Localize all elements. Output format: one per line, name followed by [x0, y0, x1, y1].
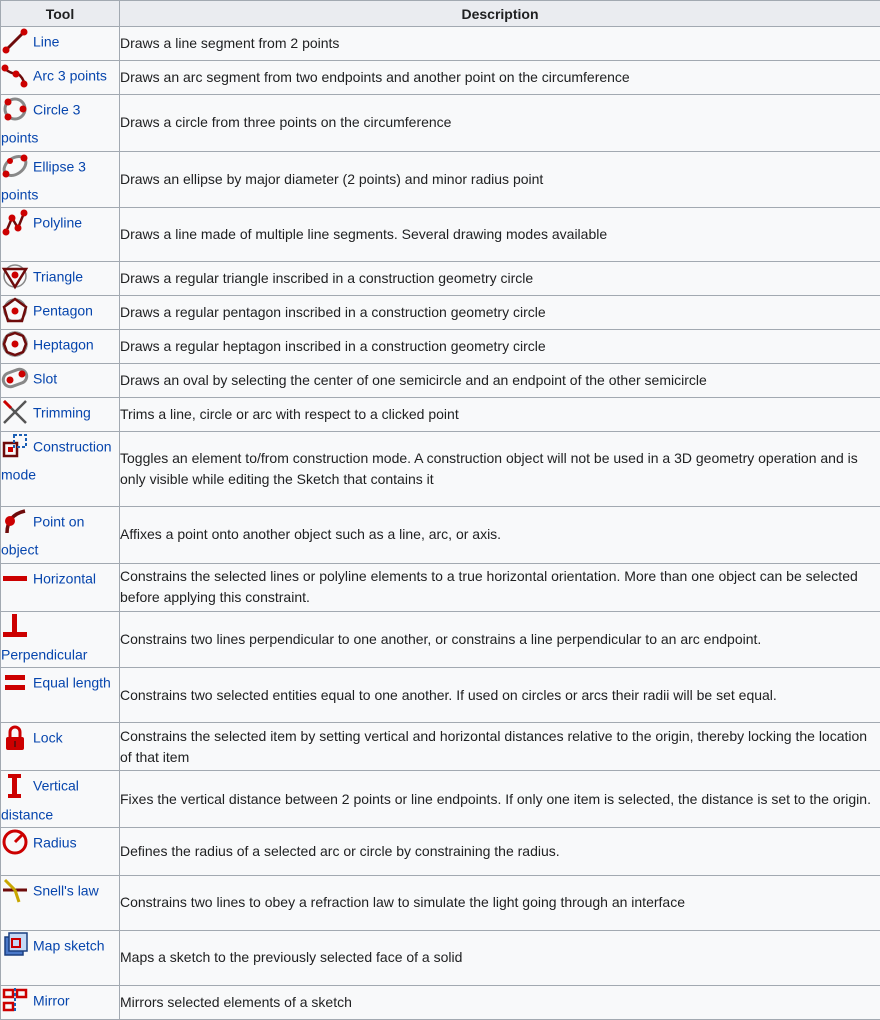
- description-cell: Constrains the selected lines or polyline elements to a true horizontal orientation. More than one object can be selected before applying this constraint.: [120, 563, 880, 611]
- description-column-header: Description: [120, 1, 880, 27]
- tool-cell: [1, 262, 120, 296]
- tool-link[interactable]: Circle 3 points: [1, 101, 81, 146]
- tool-cell: [1, 398, 120, 432]
- description-cell: Toggles an element to/from construction mode. A construction object will not be used in a 3D geometry operation and is only visible while editing the Sketch that contains it: [120, 432, 880, 507]
- table-row: [1, 364, 880, 398]
- description-cell: Draws a regular pentagon inscribed in a construction geometry circle: [120, 296, 880, 330]
- tool-cell: [1, 563, 120, 611]
- horizontal-icon[interactable]: [1, 564, 29, 592]
- tool-cell: [1, 364, 120, 398]
- table-row: [1, 208, 880, 262]
- construction-mode-icon[interactable]: [1, 432, 29, 460]
- mirror-icon[interactable]: [1, 986, 29, 1014]
- description-cell: Draws a line made of multiple line segments. Several drawing modes available: [120, 208, 880, 262]
- slot-icon[interactable]: [1, 364, 29, 392]
- table-row: [1, 296, 880, 330]
- polyline-icon[interactable]: [1, 208, 29, 236]
- lock-icon[interactable]: [1, 724, 29, 752]
- arc-3-points-icon[interactable]: [1, 61, 29, 89]
- table-row: [1, 771, 880, 828]
- tool-link[interactable]: Slot: [33, 370, 58, 387]
- tool-link[interactable]: Vertical distance: [1, 777, 79, 822]
- tool-link[interactable]: Ellipse 3 points: [1, 157, 86, 203]
- table-row: [1, 827, 880, 875]
- trimming-icon[interactable]: [1, 398, 29, 426]
- tool-cell: [1, 875, 120, 930]
- table-row: [1, 875, 880, 930]
- table-row: [1, 668, 880, 723]
- tool-link[interactable]: Construction mode: [1, 438, 112, 483]
- table-row: [1, 61, 880, 95]
- description-cell: Affixes a point onto another object such as a line, arc, or axis.: [120, 507, 880, 564]
- tool-column-header: Tool: [1, 1, 120, 27]
- tool-link[interactable]: Trimming: [33, 404, 91, 421]
- description-cell: Fixes the vertical distance between 2 points or line endpoints. If only one item is selected, the distance is set to the origin.: [120, 771, 880, 828]
- tool-cell: [1, 611, 120, 668]
- tool-cell: [1, 985, 120, 1019]
- tool-link[interactable]: Perpendicular: [1, 646, 88, 663]
- table-row: [1, 432, 880, 507]
- ellipse-3-points-icon[interactable]: [1, 152, 29, 180]
- table-row: [1, 930, 880, 985]
- circle-3-points-icon[interactable]: [1, 95, 29, 123]
- tool-cell: [1, 95, 120, 152]
- description-cell: Trims a line, circle or arc with respect to a clicked point: [120, 398, 880, 432]
- tool-link[interactable]: Mirror: [33, 992, 70, 1009]
- point-on-object-icon[interactable]: [1, 507, 29, 535]
- radius-icon[interactable]: [1, 828, 29, 856]
- line-icon[interactable]: [1, 27, 29, 55]
- tool-link[interactable]: Arc 3 points: [33, 67, 107, 84]
- tool-link[interactable]: Horizontal: [33, 570, 97, 587]
- tool-cell: [1, 771, 120, 828]
- description-cell: Draws a regular triangle inscribed in a construction geometry circle: [120, 262, 880, 296]
- perpendicular-icon[interactable]: [1, 612, 29, 640]
- map-sketch-icon[interactable]: [1, 931, 29, 959]
- triangle-icon[interactable]: [1, 262, 29, 290]
- tool-link[interactable]: Snell's law: [33, 882, 99, 899]
- tool-cell: [1, 208, 120, 262]
- description-cell: Constrains two lines perpendicular to one another, or constrains a line perpendicular to an arc endpoint.: [120, 611, 880, 668]
- tool-cell: [1, 296, 120, 330]
- description-cell: Draws an ellipse by major diameter (2 points) and minor radius point: [120, 151, 880, 208]
- tool-link[interactable]: Pentagon: [33, 302, 93, 319]
- tool-cell: [1, 723, 120, 771]
- tool-cell: [1, 827, 120, 875]
- table-row: [1, 507, 880, 564]
- tool-cell: [1, 930, 120, 985]
- table-row: [1, 611, 880, 668]
- tool-link[interactable]: Radius: [33, 834, 77, 851]
- description-cell: Draws an oval by selecting the center of one semicircle and an endpoint of the other semicircle: [120, 364, 880, 398]
- table-row: [1, 95, 880, 152]
- table-row: [1, 27, 880, 61]
- tool-link[interactable]: Heptagon: [33, 336, 94, 353]
- table-row: [1, 151, 880, 208]
- tool-link[interactable]: Triangle: [33, 268, 84, 285]
- tool-link[interactable]: Polyline: [33, 214, 83, 231]
- heptagon-icon[interactable]: [1, 330, 29, 358]
- table-row: [1, 262, 880, 296]
- description-cell: Draws a circle from three points on the circumference: [120, 95, 880, 152]
- tool-cell: [1, 151, 120, 208]
- tool-cell: [1, 61, 120, 95]
- table-row: [1, 723, 880, 771]
- tool-link[interactable]: Map sketch: [33, 937, 105, 954]
- table-row: [1, 330, 880, 364]
- tool-cell: [1, 27, 120, 61]
- description-cell: Defines the radius of a selected arc or circle by constraining the radius.: [120, 827, 880, 875]
- description-cell: Draws a line segment from 2 points: [120, 27, 880, 61]
- pentagon-icon[interactable]: [1, 296, 29, 324]
- tool-link[interactable]: Equal length: [33, 674, 111, 691]
- tool-cell: [1, 330, 120, 364]
- table-row: [1, 398, 880, 432]
- description-cell: Constrains two selected entities equal to one another. If used on circles or arcs their radii will be set equal.: [120, 668, 880, 723]
- table-row: [1, 985, 880, 1019]
- tool-cell: [1, 507, 120, 564]
- tool-link[interactable]: Lock: [33, 729, 63, 746]
- description-cell: Draws a regular heptagon inscribed in a construction geometry circle: [120, 330, 880, 364]
- description-cell: Draws an arc segment from two endpoints and another point on the circumference: [120, 61, 880, 95]
- description-cell: Maps a sketch to the previously selected face of a solid: [120, 930, 880, 985]
- tool-link[interactable]: Point on object: [1, 513, 85, 558]
- description-cell: Constrains two lines to obey a refraction law to simulate the light going through an interface: [120, 875, 880, 930]
- header-row: [1, 1, 880, 27]
- equal-length-icon[interactable]: [1, 669, 29, 697]
- tool-link[interactable]: Line: [33, 33, 60, 50]
- table-row: [1, 563, 880, 611]
- tool-cell: [1, 668, 120, 723]
- snells-law-icon[interactable]: [1, 876, 29, 904]
- description-cell: Mirrors selected elements of a sketch: [120, 985, 880, 1019]
- tool-cell: [1, 432, 120, 507]
- vertical-distance-icon[interactable]: [1, 772, 29, 800]
- description-cell: Constrains the selected item by setting vertical and horizontal distances relative to the origin, thereby locking the location of that item: [120, 723, 880, 771]
